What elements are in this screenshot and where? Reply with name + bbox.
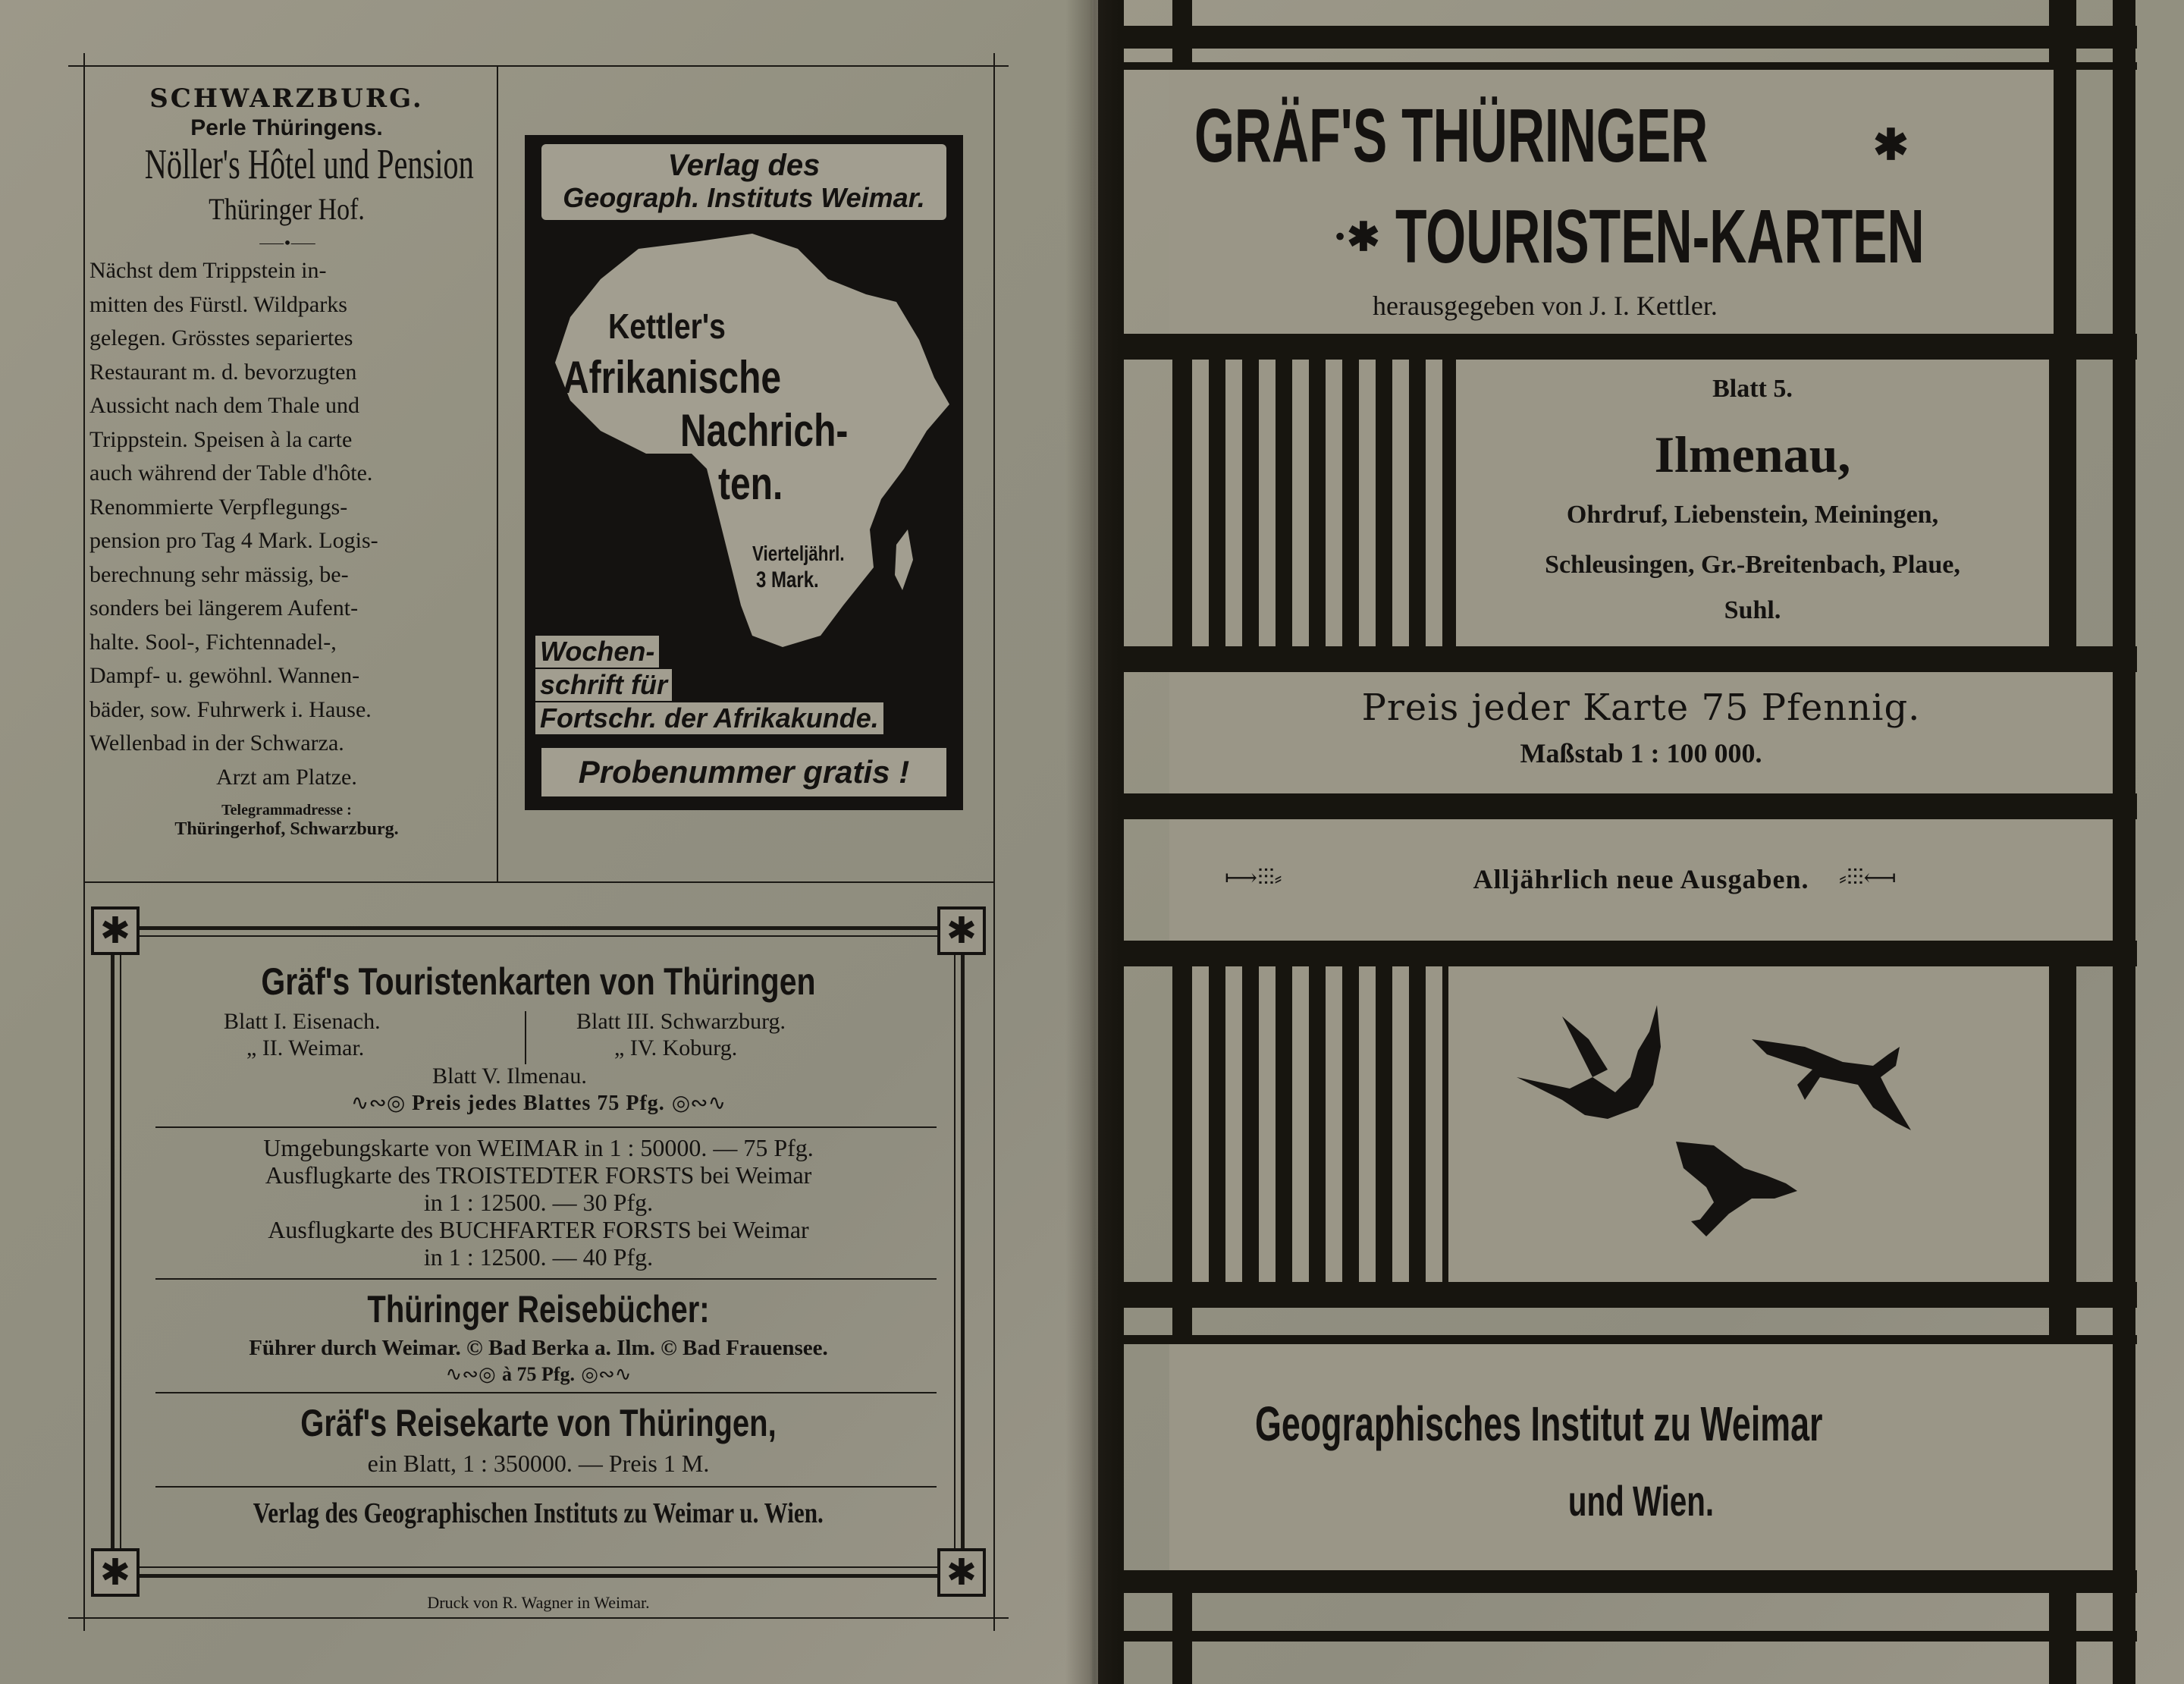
telegram-label: Telegrammadresse :: [221, 802, 352, 818]
bar-3: [1098, 793, 2137, 819]
hotel-name: Nöller's Hôtel und Pension: [144, 141, 474, 188]
hotel-description: [89, 254, 484, 794]
kettler-title-1: Kettler's: [608, 306, 726, 346]
graef-price: Preis jedes Blattes 75 Pfg.: [412, 1092, 665, 1115]
kettler-title-2: Afrikanische: [563, 352, 782, 403]
border-top-inner: [91, 935, 986, 937]
frame-bar-inner-right: [2113, 0, 2135, 1684]
map-4: Ausflugkarte des BUCHFARTER FORSTS bei Weimar: [268, 1216, 809, 1243]
flourish-icon: ◎∾∿: [664, 1090, 726, 1115]
editor: herausgegeben von J. I. Kettler.: [1373, 291, 1718, 321]
corner-star-icon: ✱: [91, 906, 140, 955]
border-bottom-inner: [91, 1566, 986, 1568]
title-line-1: GRÄF'S THÜRINGER: [1194, 93, 1709, 178]
title-line-2: TOURISTEN-KARTEN: [1395, 194, 1925, 279]
frame-bar-left: [1098, 0, 1124, 1684]
border-right-inner: [954, 906, 956, 1597]
divider-horizontal: [83, 881, 993, 883]
asterisk-icon: ·✱: [1333, 214, 1380, 260]
city-name: Ilmenau,: [1654, 426, 1851, 483]
map-2: Ausflugkarte des TROISTEDTER FORSTS bei Weimar: [265, 1161, 812, 1189]
corner-star-icon: ✱: [91, 1548, 140, 1597]
corner-star-icon: ✱: [937, 1548, 986, 1597]
graef-publisher-wrap: [136, 1497, 940, 1530]
sheet-5: Blatt V. Ilmenau.: [432, 1063, 587, 1089]
description-line: gelegen. Grösstes separiertes: [89, 325, 353, 350]
corner-star-icon: ✱: [937, 906, 986, 955]
sheet-2: „ II. Weimar.: [246, 1035, 365, 1060]
description-line: bäder, sow. Fuhrwerk i. Hause.: [89, 696, 372, 722]
divider-vertical: [497, 65, 498, 881]
section-divider: [155, 1278, 937, 1280]
flourish-icon: ∿∾◎: [350, 1090, 413, 1115]
description-line: Nächst dem Trippstein in-: [89, 258, 327, 283]
description-line: mitten des Fürstl. Wildparks: [89, 291, 347, 317]
graef-advert: [91, 906, 986, 1597]
scale-line: Maßstab 1 : 100 000.: [1520, 738, 1762, 768]
sheet-3: Blatt III. Schwarzburg.: [576, 1009, 786, 1034]
description-line: Restaurant m. d. bevorzugten: [89, 359, 357, 385]
description-line: Trippstein. Speisen à la carte: [89, 426, 353, 452]
graef-heading: Gräf's Touristenkarten von Thüringen: [261, 960, 816, 1003]
publisher-panel: [1169, 1344, 2113, 1570]
flourish-icon: ◎∾∿: [575, 1363, 632, 1386]
description-line: Wellenbad in der Schwarza.: [89, 730, 344, 756]
travel-map-heading: Gräf's Reisekarte von Thüringen,: [300, 1402, 777, 1444]
description-line: Renommierte Verpflegungs-: [89, 494, 348, 520]
flourish-right-icon: ⸗⫶⫶⫶⟻: [1839, 865, 1897, 891]
telegram-address: Thüringerhof, Schwarzburg.: [174, 819, 399, 839]
travel-map-line: ein Blatt, 1 : 350000. — Preis 1 M.: [367, 1450, 710, 1477]
kettler-publisher-1: Verlag des: [667, 149, 821, 182]
section-divider: [155, 1392, 937, 1393]
right-page: [1092, 0, 2184, 1684]
frame-line-bottom: [68, 1617, 1009, 1619]
frame-line-left: [83, 53, 85, 1631]
sheet-4: „ IV. Koburg.: [614, 1035, 738, 1060]
frame-line-right: [993, 53, 995, 1631]
bar-4: [1098, 941, 2137, 966]
frame-bar-top-thin: [1098, 62, 2137, 70]
publisher-line-2: und Wien.: [1567, 1477, 1715, 1525]
border-left-outer: [111, 906, 115, 1597]
sheet-divider: [525, 1011, 526, 1064]
places-line-2: Schleusingen, Gr.-Breitenbach, Plaue,: [1545, 551, 1960, 579]
flourish-icon: ∿∾◎: [445, 1363, 502, 1386]
kettler-price-1: Vierteljährl.: [752, 542, 845, 565]
guides-price: à 75 Pfg.: [501, 1363, 576, 1385]
sheet-1: Blatt I. Eisenach.: [224, 1009, 381, 1034]
kettler-publisher-header: [541, 144, 946, 220]
yearly-line: Alljährlich neue Ausgaben.: [1473, 864, 1809, 894]
kettler-sample-offer: Probenummer gratis !: [541, 748, 946, 796]
description-line: auch während der Table d'hôte.: [89, 460, 373, 485]
border-bottom-outer: [91, 1574, 986, 1578]
description-line: halte. Sool-, Fichtennadel-,: [89, 629, 337, 655]
kettler-weekly-2: schrift für: [535, 669, 672, 701]
kettler-weekly-3: Fortschr. der Afrikakunde.: [535, 702, 883, 734]
section-divider: [155, 1126, 937, 1128]
kettler-weekly: [535, 636, 952, 734]
editor-line: [1373, 290, 1718, 322]
schwarzburg-advert: [89, 83, 484, 840]
asterisk-icon: ✱: [1873, 120, 1909, 170]
schwarzburg-place: SCHWARZBURG.: [149, 83, 424, 114]
kettler-weekly-1: Wochen-: [535, 636, 659, 668]
ornament-divider: ⸺•⸺: [259, 234, 315, 252]
graef-publisher: Verlag des Geographischen Instituts zu Weimar u. Wien.: [253, 1497, 824, 1529]
kettler-title-3: Nachrich-: [680, 405, 849, 456]
places-line-3: Suhl.: [1724, 596, 1781, 624]
map-3: in 1 : 12500. — 30 Pfg.: [423, 1189, 654, 1216]
printer-credit: Druck von R. Wagner in Weimar.: [427, 1593, 650, 1612]
price-row: [136, 1090, 940, 1116]
description-line: Dampf- u. gewöhnl. Wannen-: [89, 663, 360, 688]
bar-5-thin: [1098, 1335, 2137, 1344]
places-line-1: Ohrdruf, Liebenstein, Meiningen,: [1566, 501, 1939, 529]
section-divider: [155, 1486, 937, 1488]
description-line: berechnung sehr mässig, be-: [89, 561, 349, 587]
bar-2: [1098, 646, 2137, 672]
frame-line-top: [68, 65, 1009, 67]
kettler-publisher-2: Geograph. Instituts Weimar.: [563, 182, 925, 213]
frame-bar-top: [1098, 26, 2137, 49]
description-line: pension pro Tag 4 Mark. Logis-: [89, 528, 378, 553]
bar-1: [1098, 334, 2137, 360]
border-left-inner: [120, 906, 121, 1597]
description-line: Arzt am Platze.: [216, 764, 357, 790]
guides-price-row: [136, 1363, 940, 1386]
sheet-number: Blatt 5.: [1712, 375, 1793, 403]
bar-6-thin: [1098, 1631, 2137, 1642]
guides-line: Führer durch Weimar. © Bad Berka a. Ilm. © Bad Frauensee.: [249, 1336, 828, 1360]
kettler-price-2: 3 Mark.: [756, 567, 819, 592]
swallows-icon: [1517, 994, 2002, 1252]
kettler-advert: [525, 135, 963, 810]
publisher-line-1: Geographisches Institut zu Weimar: [1255, 1397, 1823, 1451]
map-5: in 1 : 12500. — 40 Pfg.: [423, 1243, 654, 1271]
hotel-subtitle: Thüringer Hof.: [209, 192, 365, 226]
description-line: Aussicht nach dem Thale und: [89, 393, 360, 418]
bar-6: [1098, 1570, 2137, 1593]
bar-5: [1098, 1282, 2137, 1308]
description-line: sonders bei längerem Aufent-: [89, 595, 359, 621]
map-1: Umgebungskarte von WEIMAR in 1 : 50000. — 75 Pfg.: [263, 1134, 814, 1161]
price-line: Preis jeder Karte 75 Pfennig.: [1361, 686, 1921, 729]
border-right-outer: [961, 906, 965, 1597]
flourish-left-icon: ⟼⫶⫶⫶⸗: [1225, 865, 1282, 891]
schwarzburg-tagline: Perle Thüringens.: [190, 115, 383, 140]
kettler-title-4: ten.: [718, 458, 783, 509]
border-top-outer: [91, 926, 986, 930]
guides-heading: Thüringer Reisebücher:: [367, 1288, 710, 1331]
